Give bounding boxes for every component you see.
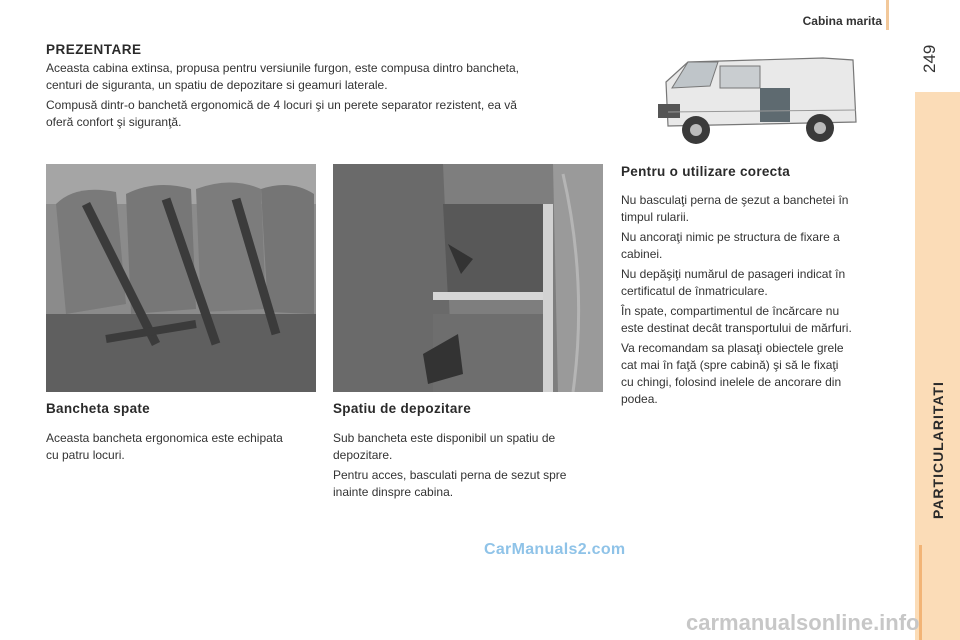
correct-use-p5-line3: cu chingi, folosind inelele de ancorare din [621,375,842,389]
storage-p2-line1: Pentru acces, basculati perna de sezut spre [333,468,567,482]
correct-use-title: Pentru o utilizare corecta [621,164,791,179]
correct-use-p3-line2: certificatul de înmatriculare. [621,284,768,298]
correct-use-p4-line1: În spate, compartimentul de încărcare nu [621,304,840,318]
watermark-link-top[interactable]: CarManuals2.com [484,541,626,558]
intro-title: PREZENTARE [46,42,142,57]
section-title: Cabina marita [802,14,882,28]
van-illustration [648,52,862,150]
side-tab-label: PARTICULARITATI [930,381,946,519]
bench-photo [46,164,316,392]
storage-photo [333,164,603,392]
storage-p2-line2: inainte dinspre cabina. [333,485,454,499]
storage-title: Spatiu de depozitare [333,401,472,416]
intro-para1-line1: Aceasta cabina extinsa, propusa pentru versiunile furgon, este compusa dintro bancheta, [46,61,519,75]
bench-line1: Aceasta bancheta ergonomica este echipata [46,431,283,445]
bench-line2: cu patru locuri. [46,448,125,462]
watermark-link-bottom[interactable]: carmanualsonline.info [686,610,920,635]
header-rule [886,0,889,30]
page-number: 249 [920,44,939,74]
intro-para2-line2: oferă confort şi siguranţă. [46,115,182,129]
correct-use-p5-line1: Va recomandam sa plasaţi obiectele grele [621,341,844,355]
bench-title: Bancheta spate [46,401,150,416]
correct-use-p4-line2: este destinat decât transportului de mărfuri. [621,321,852,335]
correct-use-p1-line1: Nu basculaţi perna de şezut a banchetei în [621,193,849,207]
correct-use-p5-line2: cat mai în faţă (spre cabină) şi să le fixaţi [621,358,839,372]
correct-use-p5-line4: podea. [621,392,658,406]
correct-use-p3-line1: Nu depăşiţi numărul de pasageri indicat în [621,267,846,281]
intro-para2-line1: Compusă dintr-o banchetă ergonomică de 4 locuri şi un perete separator rezistent, ea vă [46,98,517,112]
storage-p1-line2: depozitare. [333,448,393,462]
correct-use-p2-line2: cabinei. [621,247,663,261]
intro-para1-line2: centuri de siguranta, un spatiu de depozitare si geamuri laterale. [46,78,388,92]
storage-p1-line1: Sub bancheta este disponibil un spatiu de [333,431,556,445]
correct-use-p1-line2: timpul rularii. [621,210,690,224]
correct-use-p2-line1: Nu ancoraţi nimic pe structura de fixare a [621,230,840,244]
